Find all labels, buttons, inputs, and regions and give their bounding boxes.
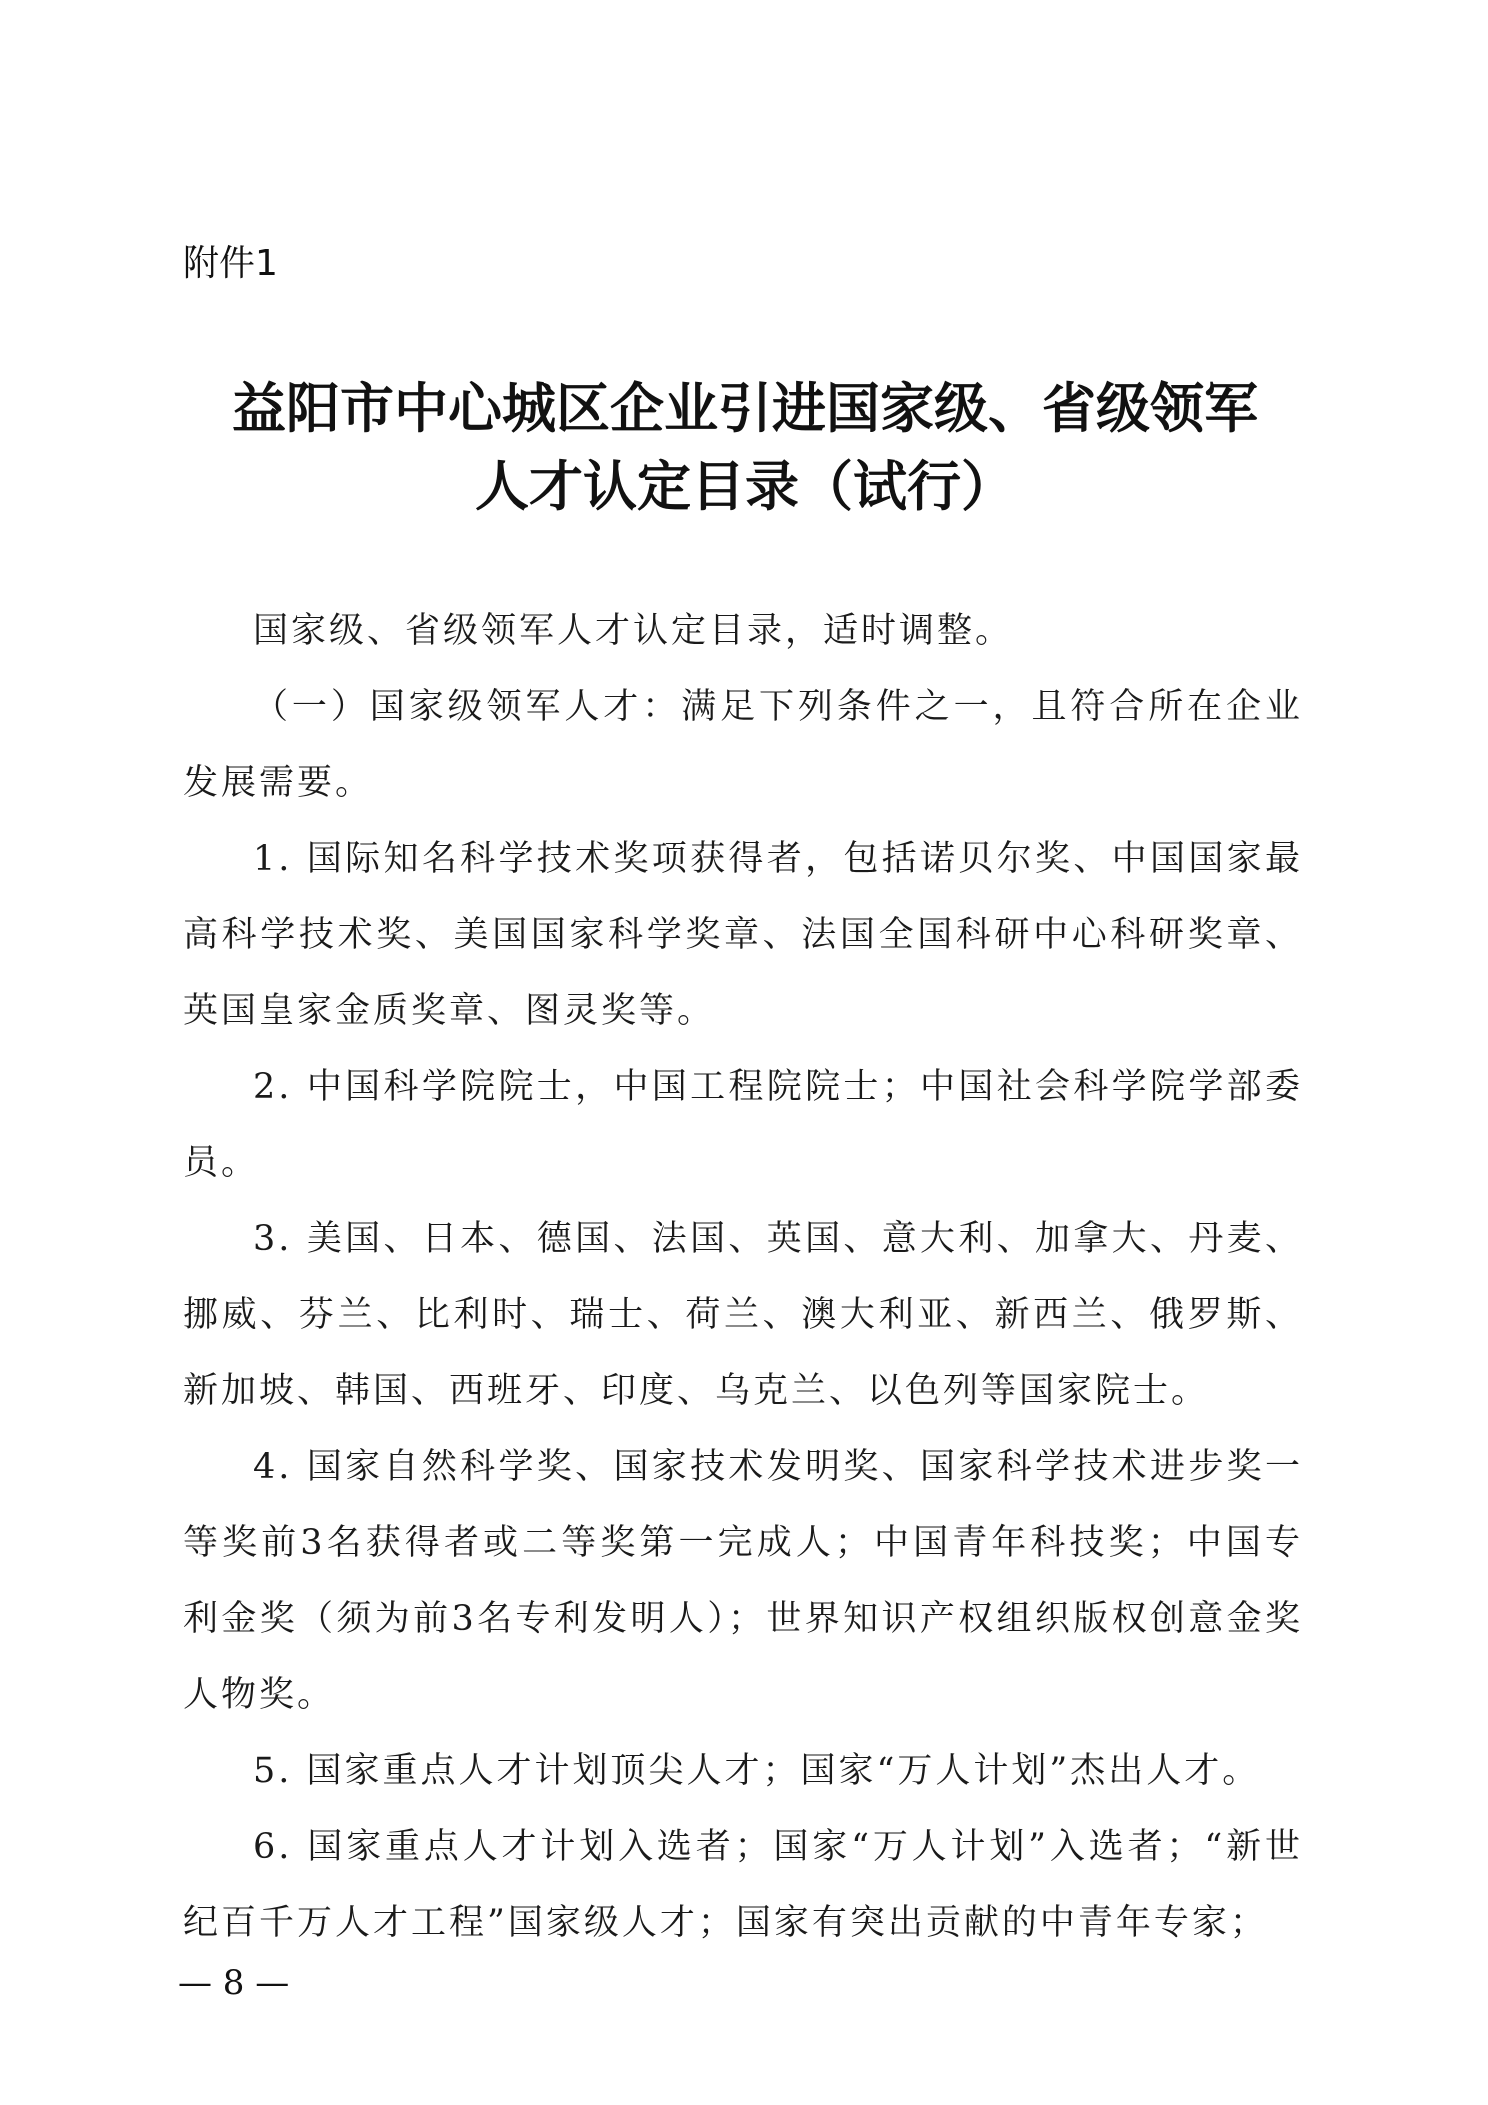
document-title: [170, 370, 1320, 526]
section-heading-national: （一）国家级领军人才：满足下列条件之一，且符合所在企业发展需要。: [183, 687, 1303, 803]
list-item-1: 1. 国际知名科学技术奖项获得者，包括诺贝尔奖、中国国家最高科学技术奖、美国国家科学奖章、法国全国科研中心科研奖章、英国皇家金质奖章、图灵奖等。: [183, 839, 1303, 1031]
title-line-1: 益阳市中心城区企业引进国家级、省级领军: [232, 377, 1258, 440]
document-body: [183, 593, 1303, 1961]
page-number: — 8 —: [178, 1963, 290, 2003]
title-line-2: 人才认定目录（试行）: [475, 455, 1015, 518]
attachment-label: 附件1: [183, 243, 278, 284]
list-item-4: 4. 国家自然科学奖、国家技术发明奖、国家科学技术进步奖一等奖前3名获得者或二等奖第一完成人；中国青年科技奖；中国专利金奖（须为前3名专利发明人）；世界知识产权组织版权创意金奖人物奖。: [183, 1447, 1303, 1715]
intro-paragraph: 国家级、省级领军人才认定目录，适时调整。: [253, 611, 1014, 651]
list-item-2: 2. 中国科学院院士，中国工程院院士；中国社会科学院学部委员。: [183, 1067, 1303, 1183]
list-item-5: 5. 国家重点人才计划顶尖人才；国家“万人计划”杰出人才。: [253, 1751, 1261, 1791]
list-item-6: 6. 国家重点人才计划入选者；国家“万人计划”入选者；“新世纪百千万人才工程”国家级人才；国家有突出贡献的中青年专家；: [183, 1827, 1303, 1943]
list-item-3: 3. 美国、日本、德国、法国、英国、意大利、加拿大、丹麦、挪威、芬兰、比利时、瑞士、荷兰、澳大利亚、新西兰、俄罗斯、新加坡、韩国、西班牙、印度、乌克兰、以色列等国家院士。: [183, 1219, 1303, 1411]
